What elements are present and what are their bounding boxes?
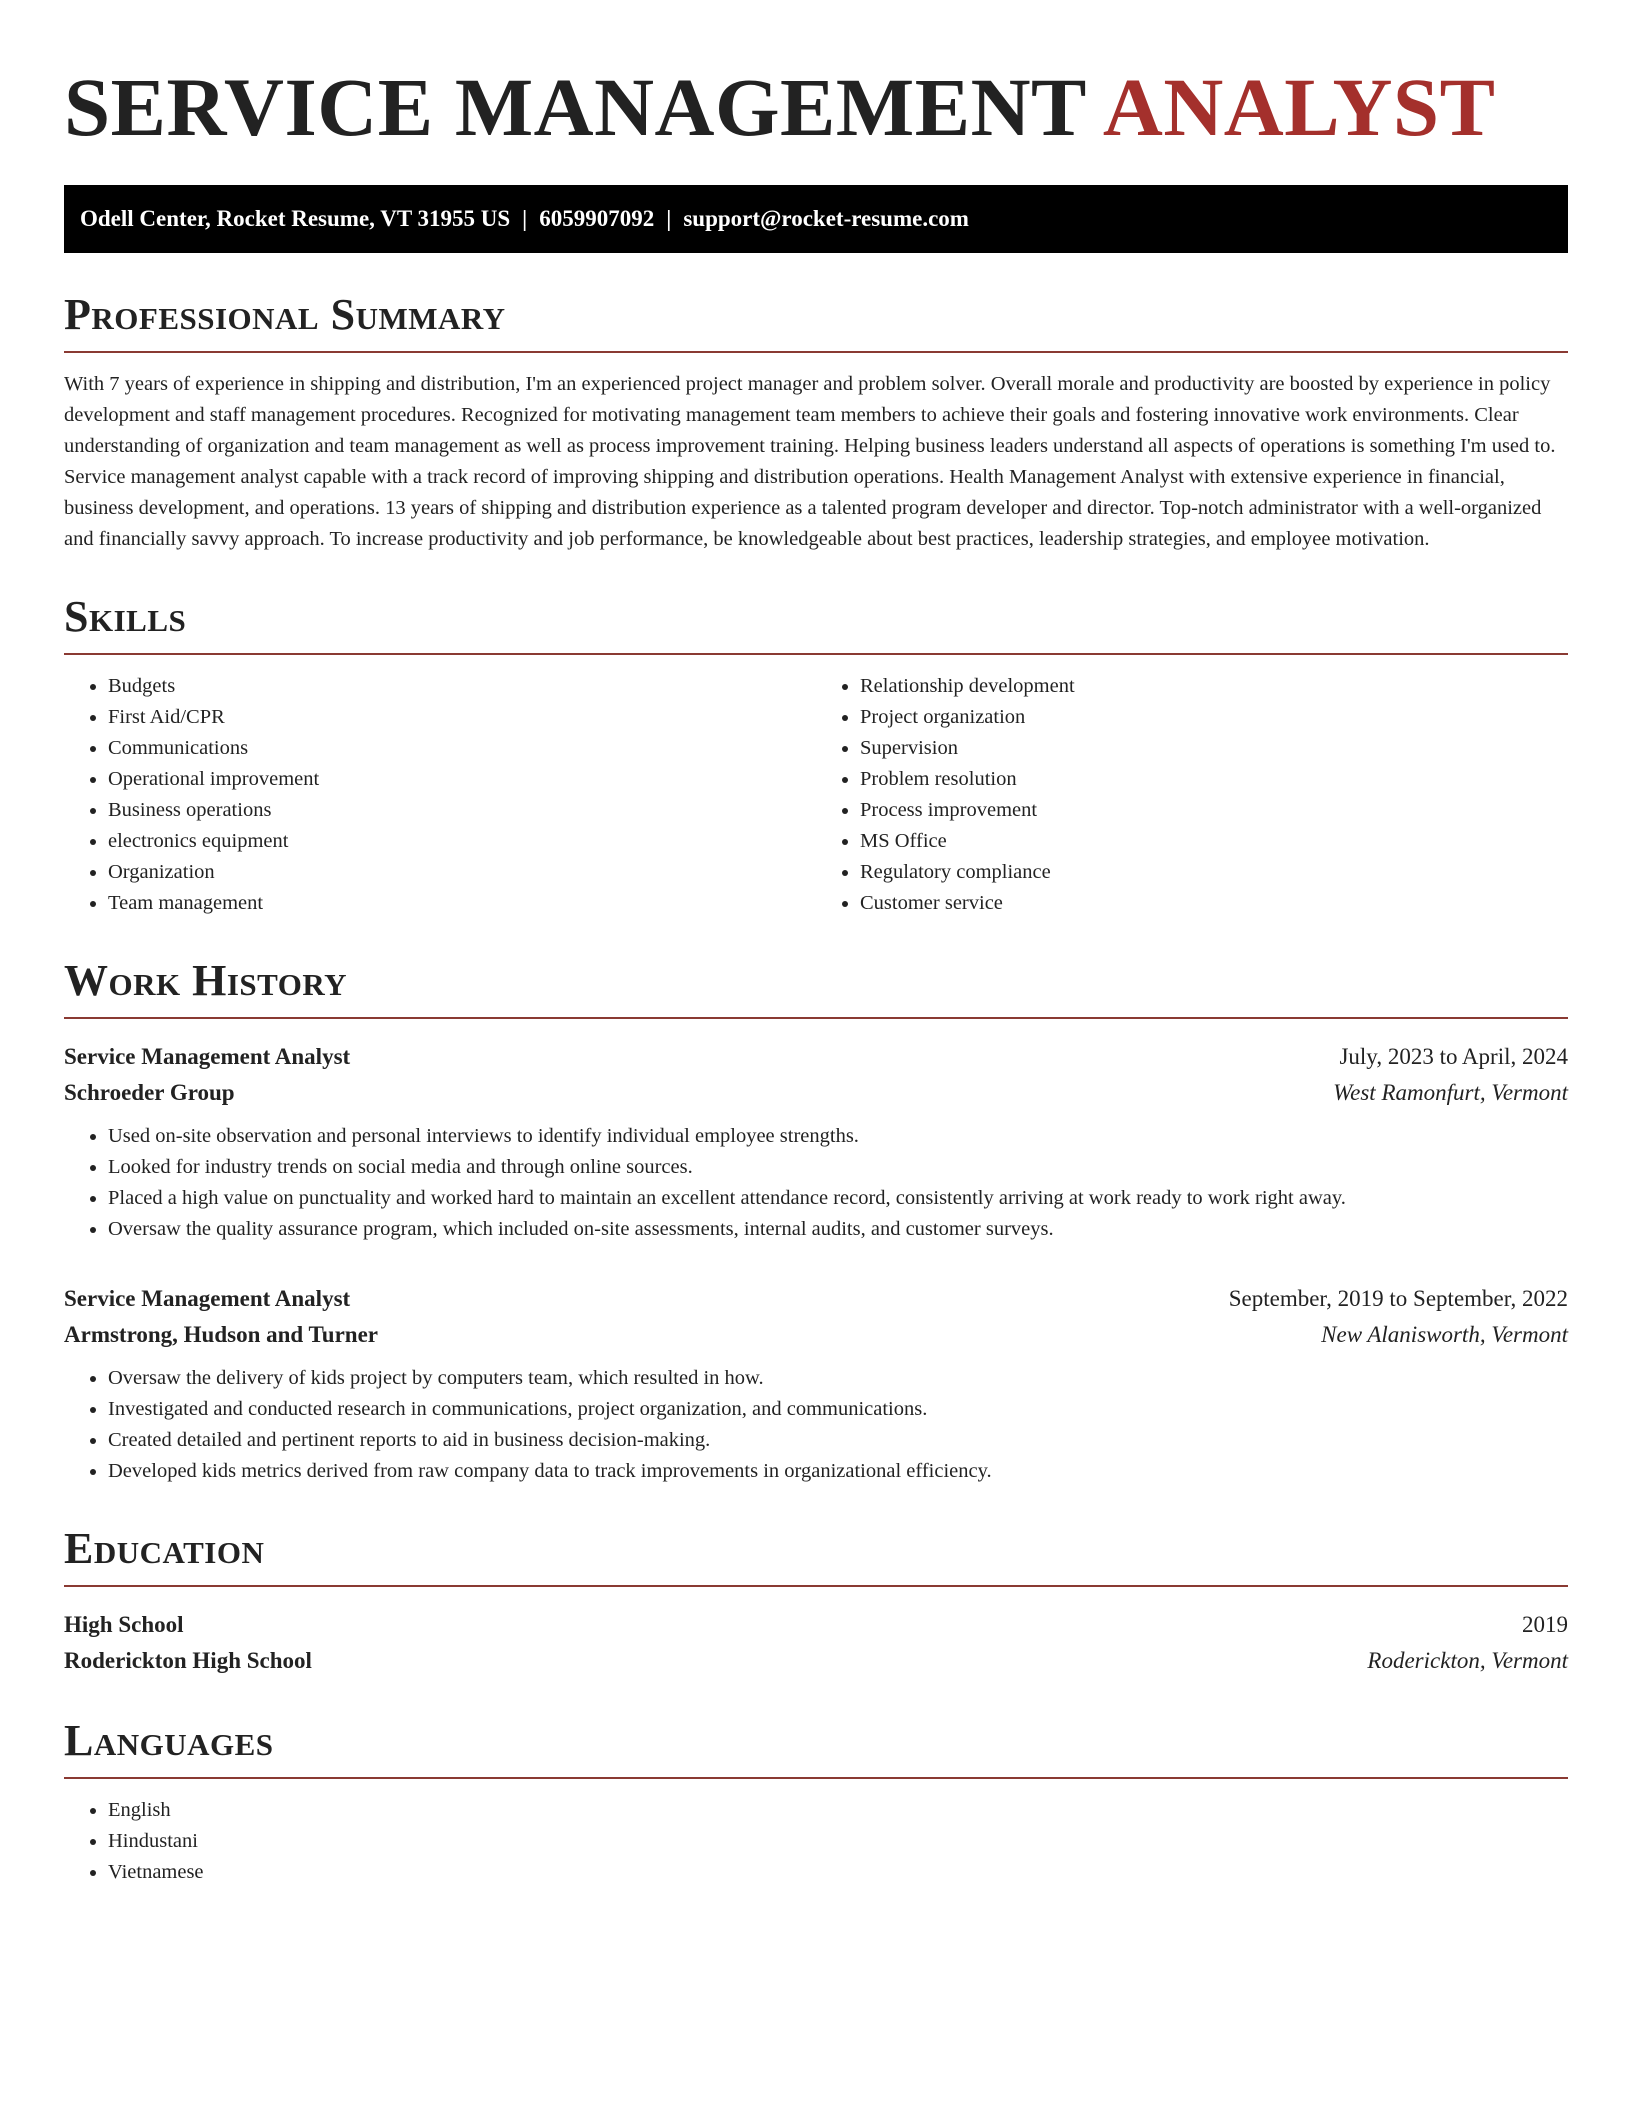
languages-section (64, 1716, 1568, 1888)
section-title-education: Education (64, 1527, 1568, 1587)
skill-item: • Budgets (108, 671, 816, 702)
contact-separator: | (666, 206, 672, 231)
skill-item: • Process improvement (860, 795, 1568, 826)
skill-item: • Communications (108, 733, 816, 764)
education-year: 2019 (1522, 1612, 1568, 1637)
skill-item: • Supervision (860, 733, 1568, 764)
language-item: • English (108, 1795, 1568, 1826)
job-company: Armstrong, Hudson and Turner (64, 1322, 378, 1347)
education-section (64, 1524, 1568, 1679)
skill-item: • Regulatory compliance (860, 857, 1568, 888)
job-role: Service Management Analyst (64, 1044, 351, 1069)
skill-item: • Business operations (108, 795, 816, 826)
education-school-row (64, 1643, 1568, 1679)
candidate-name (64, 61, 1568, 153)
education-school: Roderickton High School (64, 1648, 312, 1673)
job-entry (64, 1281, 1568, 1487)
skill-item: • MS Office (860, 826, 1568, 857)
job-company-row (64, 1317, 1568, 1353)
skill-item: • Project organization (860, 702, 1568, 733)
skill-item: • Organization (108, 857, 816, 888)
language-item: • Vietnamese (108, 1857, 1568, 1888)
job-entry (64, 1039, 1568, 1245)
name-first: SERVICE MANAGEMENT (64, 61, 1087, 153)
contact-email: support@rocket-resume.com (683, 206, 969, 231)
job-bullets (64, 1121, 1568, 1245)
job-bullet: • Investigated and conducted research in communications, project organization, and communications. (108, 1394, 1568, 1425)
skill-item: • Problem resolution (860, 764, 1568, 795)
job-header-row (64, 1281, 1568, 1317)
section-title-summary: Professional Summary (64, 293, 1568, 353)
skill-item: • Customer service (860, 888, 1568, 919)
education-location: Roderickton, Vermont (1367, 1648, 1568, 1673)
job-company-row (64, 1075, 1568, 1111)
job-bullet: • Looked for industry trends on social media and through online sources. (108, 1152, 1568, 1183)
section-title-languages: Languages (64, 1719, 1568, 1779)
skill-item: • electronics equipment (108, 826, 816, 857)
summary-text: With 7 years of experience in shipping and distribution, I'm an experienced project manager and problem solver. Overall morale and productivity are boosted by experience in policy development and staff management procedures. Recognized for motivating management team members to achieve their goals and fostering innovative work environments. Clear understanding of organization and team management as well as process improvement training. Helping business leaders understand all aspects of operations is something I'm used to. Service management analyst capable with a track record of improving shipping and distribution operations. Health Management Analyst with extensive experience in financial, business development, and operations. 13 years of shipping and distribution experience as a talented program developer and director. Top-notch administrator with a well-organized and financially savvy approach. To increase productivity and job performance, be knowledgeable about best practices, leadership strategies, and employee motivation. (64, 373, 1556, 550)
language-item: • Hindustani (108, 1826, 1568, 1857)
job-bullet: • Used on-site observation and personal interviews to identify individual employee strengths. (108, 1121, 1568, 1152)
contact-bar (64, 185, 1568, 253)
job-role: Service Management Analyst (64, 1286, 351, 1311)
job-location: New Alanisworth, Vermont (1321, 1322, 1568, 1347)
name-last: ANALYST (1102, 61, 1496, 153)
summary-section (64, 290, 1568, 555)
job-bullet: • Oversaw the quality assurance program, which included on-site assessments, internal audits, and customer surveys. (108, 1214, 1568, 1245)
education-entry (64, 1607, 1568, 1679)
skill-item: • First Aid/CPR (108, 702, 816, 733)
section-title-work-history: Work History (64, 959, 1568, 1019)
job-dates: September, 2019 to September, 2022 (1228, 1286, 1568, 1311)
skills-list-right (816, 671, 1568, 919)
job-dates: July, 2023 to April, 2024 (1339, 1044, 1568, 1069)
section-title-skills: Skills (64, 595, 1568, 655)
work-history-section (64, 956, 1568, 1487)
education-degree: High School (64, 1612, 184, 1637)
job-bullet: • Created detailed and pertinent reports to aid in business decision-making. (108, 1425, 1568, 1456)
education-degree-row (64, 1607, 1568, 1643)
contact-address: Odell Center, Rocket Resume, VT 31955 US (80, 206, 511, 231)
job-bullet: • Oversaw the delivery of kids project by computers team, which resulted in how. (108, 1363, 1568, 1394)
languages-list (64, 1795, 1568, 1888)
contact-phone: 6059907092 (539, 206, 655, 231)
job-header-row (64, 1039, 1568, 1075)
skills-list-left (64, 671, 816, 919)
job-location: West Ramonfurt, Vermont (1333, 1080, 1568, 1105)
skill-item: • Team management (108, 888, 816, 919)
job-bullet: • Developed kids metrics derived from raw company data to track improvements in organizational efficiency. (108, 1456, 1568, 1487)
job-bullets (64, 1363, 1568, 1487)
contact-separator: | (522, 206, 528, 231)
skills-grid (64, 671, 1568, 919)
job-company: Schroeder Group (64, 1080, 235, 1105)
skills-section (64, 592, 1568, 919)
job-bullet: • Placed a high value on punctuality and worked hard to maintain an excellent attendance record, consistently arriving at work ready to work right away. (108, 1183, 1568, 1214)
skill-item: • Relationship development (860, 671, 1568, 702)
skill-item: • Operational improvement (108, 764, 816, 795)
